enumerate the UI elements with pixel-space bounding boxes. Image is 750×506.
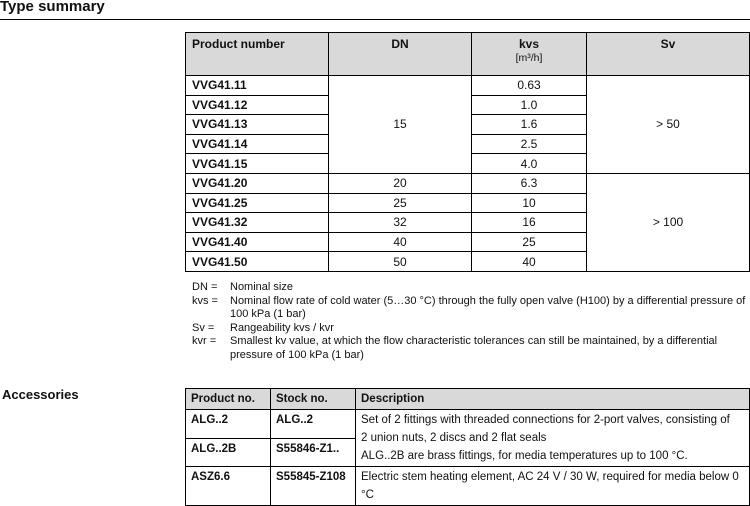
acc-stock-cell: S55845-Z108 [271, 467, 356, 506]
accessories-table [185, 388, 750, 506]
acc-stock-cell: ALG..2 [271, 410, 356, 439]
header-kvs [472, 33, 587, 76]
table-row [186, 173, 750, 193]
note-item [192, 295, 747, 322]
table-row [186, 76, 750, 96]
acc-desc-cell: Electric stem heating element, AC 24 V / 30 W, required for media below 0 °C [356, 467, 750, 506]
sv-cell: > 50 [587, 76, 750, 174]
kvs-cell: 4.0 [472, 154, 587, 174]
dn-cell: 50 [329, 252, 472, 272]
note-item [192, 281, 747, 295]
note-key: kvr = [192, 335, 217, 347]
note-text: Smallest kv value, at which the flow characteristic tolerances can still be maintained, by a differential pressure of 100 kPa (1 bar) [230, 335, 718, 361]
product-cell: VVG41.40 [186, 232, 329, 252]
type-summary-heading: Type summary [0, 0, 750, 20]
product-cell: VVG41.32 [186, 213, 329, 233]
header-product-number: Product number [186, 33, 329, 76]
header-product-no: Product no. [186, 389, 271, 410]
note-item [192, 322, 747, 336]
table-row [186, 410, 750, 439]
type-summary-table [185, 32, 750, 272]
product-cell: VVG41.14 [186, 134, 329, 154]
notes-block [192, 281, 747, 362]
product-cell: VVG41.25 [186, 193, 329, 213]
acc-product-cell: ALG..2B [186, 438, 271, 467]
note-text: Rangeability kvs / kvr [230, 321, 334, 334]
product-cell: VVG41.50 [186, 252, 329, 272]
acc-product-cell: ASZ6.6 [186, 467, 271, 506]
header-kvs-label: kvs [518, 37, 540, 51]
dn-cell: 20 [329, 173, 472, 193]
acc-stock-cell: S55846-Z1.. [271, 438, 356, 467]
dn-cell: 40 [329, 232, 472, 252]
kvs-cell: 6.3 [472, 173, 587, 193]
kvs-cell: 16 [472, 213, 587, 233]
kvs-cell: 2.5 [472, 134, 587, 154]
dn-cell: 25 [329, 193, 472, 213]
product-cell: VVG41.20 [186, 173, 329, 193]
kvs-cell: 40 [472, 252, 587, 272]
header-description: Description [356, 389, 750, 410]
dn-cell: 15 [329, 76, 472, 174]
kvs-cell: 1.6 [472, 115, 587, 135]
kvs-cell: 1.0 [472, 95, 587, 115]
acc-desc-cell [356, 410, 750, 467]
acc-desc-line: 2 union nuts, 2 discs and 2 flat seals [361, 432, 547, 444]
kvs-cell: 10 [472, 193, 587, 213]
note-key: Sv = [192, 321, 215, 334]
table-header-row [186, 389, 750, 410]
sv-cell: > 100 [587, 173, 750, 271]
kvs-cell: 25 [472, 232, 587, 252]
note-text: Nominal flow rate of cold water (5…30 °C) through the fully open valve (H100) by a differential pressure of 100 kPa (1 bar) [230, 294, 746, 320]
header-stock-no: Stock no. [271, 389, 356, 410]
product-cell: VVG41.11 [186, 76, 329, 96]
accessories-heading: Accessories [2, 387, 79, 402]
acc-desc-line: Set of 2 fittings with threaded connections for 2-port valves, consisting of [361, 414, 730, 426]
header-sv: Sv [587, 33, 750, 76]
table-header-row [186, 33, 750, 76]
note-text: Nominal size [230, 281, 293, 293]
acc-desc-line: ALG..2B are brass fittings, for media temperatures up to 100 °C. [361, 450, 688, 462]
header-dn: DN [329, 33, 472, 76]
note-item [192, 335, 747, 362]
header-kvs-unit: [m³/h] [515, 52, 543, 64]
product-cell: VVG41.12 [186, 95, 329, 115]
dn-cell: 32 [329, 213, 472, 233]
acc-product-cell: ALG..2 [186, 410, 271, 439]
product-cell: VVG41.15 [186, 154, 329, 174]
note-key: kvs = [192, 294, 218, 307]
kvs-cell: 0.63 [472, 76, 587, 96]
product-cell: VVG41.13 [186, 115, 329, 135]
note-key: DN = [192, 281, 218, 293]
